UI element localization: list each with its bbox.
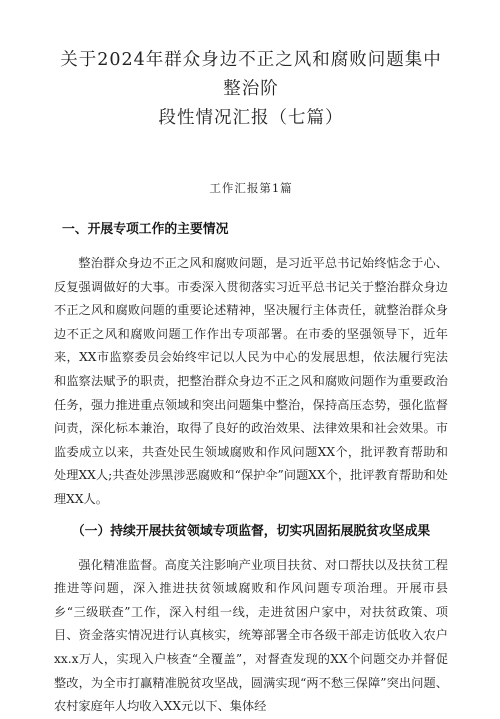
subsection-heading-poverty-supervision: （一）持续开展扶贫领域专项监督，切实巩固拓展脱贫攻坚成果 [71,523,431,539]
section-paragraph-overview: 整治群众身边不正之风和腐败问题，是习近平总书记始终惦念于心、反复强调做好的大事。市委深入贯彻落实习近平总书记关于整治群众身边不正之风和腐败问题的重要论述精神，坚决履行主体责任，就整治群众身边不正之风和腐败问题工作作出专项部署。在市委的坚强领导下，近年来，XX市监察委员会始终牢记以人民为中心的发展思想，依法履行宪法和监察法赋予的职责，把整治群众身边不正之风和腐败问题作为重要政治任务，强力推进重点领域和突出问题集中整治，保持高压态势，强化监督问责，深化标本兼治，取得了良好的政治效果、法律效果和社会效果。市监委成立以来，共查处民生领域腐败和作风问题XX个，批评教育帮助和处理XX人;共查处涉黑涉恶腐败和“保护伞”问题XX个，批评教育帮助和处理XX人。 [54,256,448,506]
subsection-paragraph-precise-supervision: 强化精准监督。高度关注影响产业项目扶贫、对口帮扶以及扶贫工程推进等问题，深入推进扶贫领域腐败和作风问题专项治理。开展市县乡“三级联查”工作，深入村组一线，走进贫困户家中，对扶贫政策、项目、资金落实情况进行认真核实，统筹部署全市各级干部走访低收入农户xx.x万人，实现入户核查“全覆盖”，对督查发现的XX个问题交办并督促整改，为全市打赢精准脱贫攻坚战，圆满实现“两不愁三保障”突出问题、农村家庭年人均收入XX元以下、集体经 [54,557,448,714]
report-number-label: 工作汇报第1篇 [209,181,293,195]
document-title-line-1: 关于2024年群众身边不正之风和腐败问题集中整治阶 [60,50,442,99]
section-heading-main-situation: 一、开展专项工作的主要情况 [62,222,229,237]
document-title-line-2: 段性情况汇报（七篇） [158,108,344,128]
document-title [54,0,448,133]
